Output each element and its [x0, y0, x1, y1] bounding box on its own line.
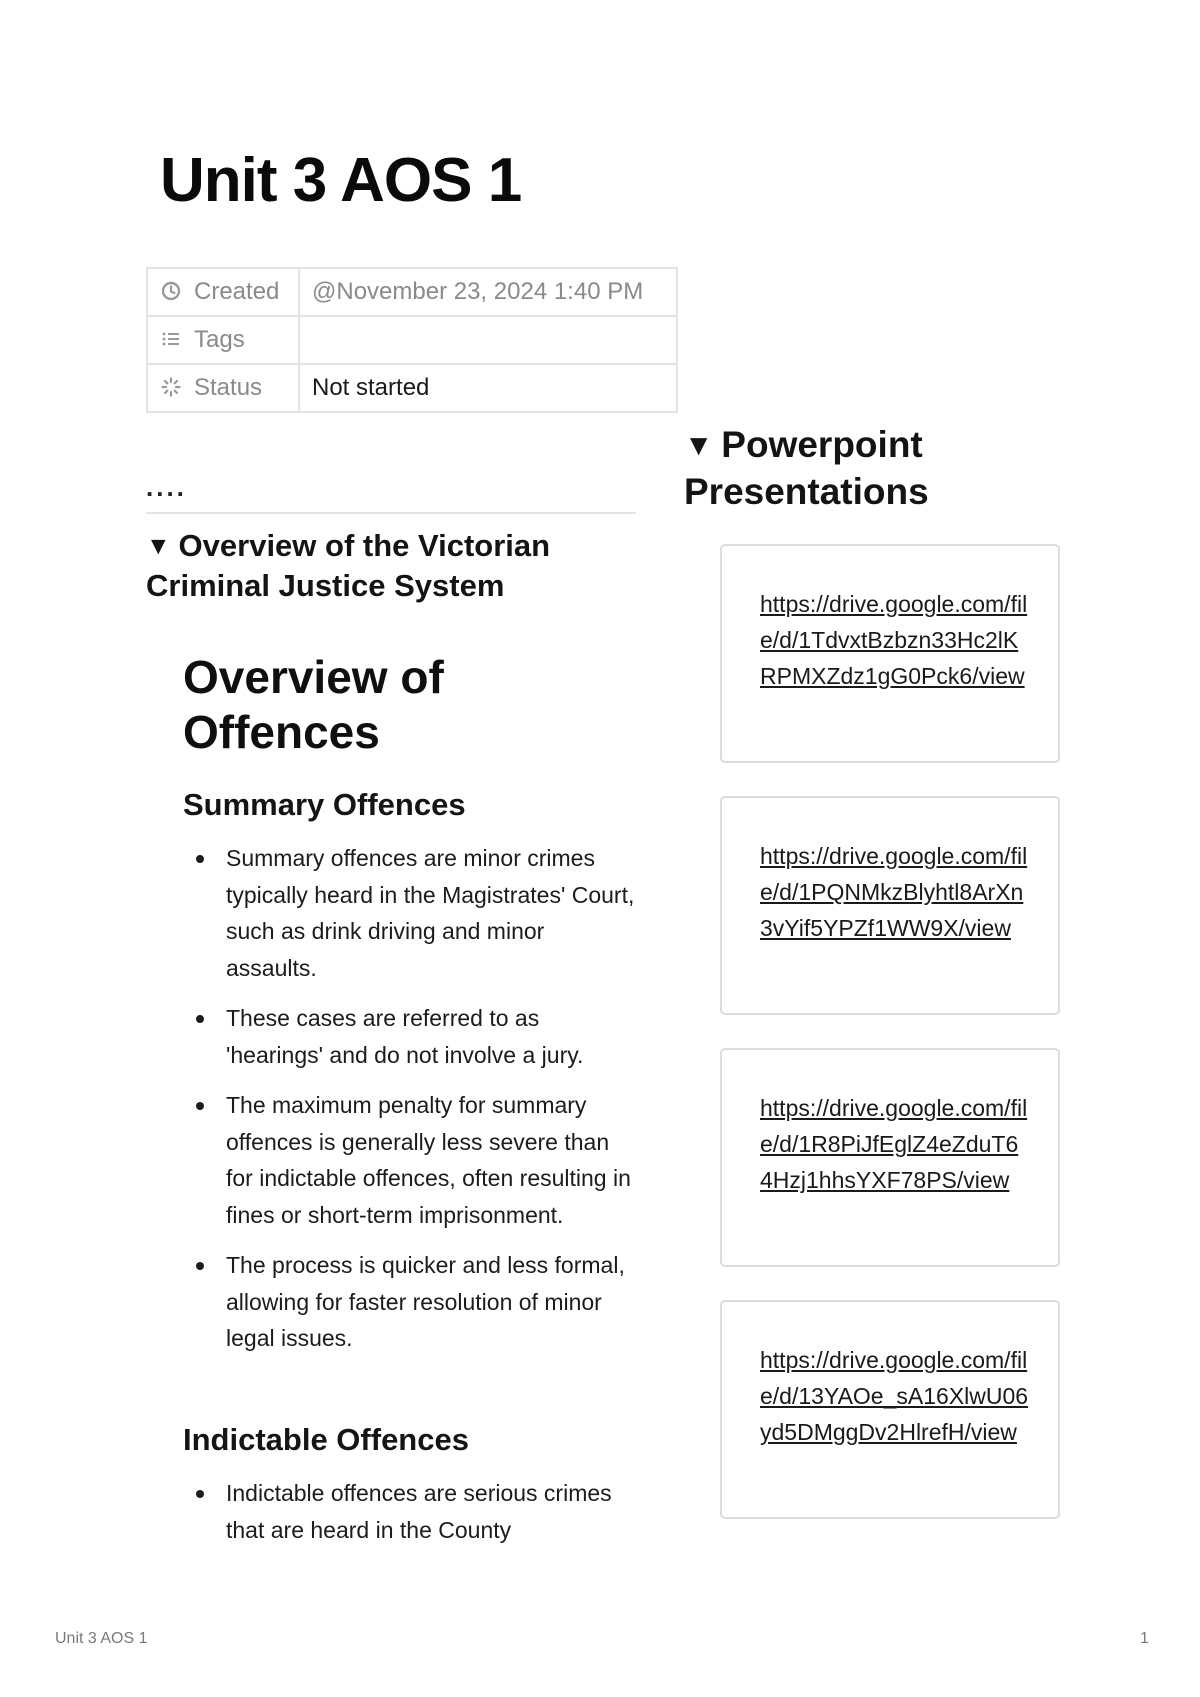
offences-heading: Overview of Offences [183, 651, 444, 758]
toggle-overview-criminal-justice[interactable] [146, 526, 616, 605]
property-label: Created [194, 278, 280, 305]
list-item: These cases are referred to as 'hearings' and do not involve a jury. [183, 1000, 639, 1073]
drive-link[interactable]: https://drive.google.com/file/d/1PQNMkzBlyhtl8ArXn3vYif5YPZf1WW9X/view [760, 843, 1028, 941]
list-item: Indictable offences are serious crimes that are heard in the County [183, 1475, 639, 1548]
triangle-down-icon[interactable]: ▼ [146, 533, 171, 560]
footer-title: Unit 3 AOS 1 [55, 1630, 148, 1647]
link-card [720, 1300, 1060, 1519]
status-spinner-icon [160, 376, 182, 398]
created-value[interactable]: @November 23, 2024 1:40 PM [299, 268, 677, 316]
summary-offences-heading: Summary Offences [183, 787, 466, 822]
tags-value[interactable] [299, 316, 677, 364]
toggle-powerpoint-presentations[interactable] [684, 422, 984, 515]
property-label: Tags [194, 326, 245, 353]
indictable-offences-heading: Indictable Offences [183, 1422, 469, 1457]
triangle-down-icon[interactable]: ▼ [684, 429, 714, 462]
property-key-status [147, 364, 299, 412]
property-key-created [147, 268, 299, 316]
property-row-tags [147, 316, 677, 364]
link-card [720, 796, 1060, 1015]
link-card [720, 1048, 1060, 1267]
drive-link[interactable]: https://drive.google.com/file/d/1R8PiJfEglZ4eZduT64Hzj1hhsYXF78PS/view [760, 1095, 1028, 1193]
drive-link[interactable]: https://drive.google.com/file/d/1TdvxtBzbzn33Hc2lKRPMXZdz1gG0Pck6/view [760, 591, 1028, 689]
page-number: 1 [1140, 1630, 1149, 1647]
property-label: Status [194, 374, 263, 401]
drive-link[interactable]: https://drive.google.com/file/d/13YAOe_sA16XlwU06yd5DMggDv2HlrefH/view [760, 1347, 1029, 1445]
page-title: Unit 3 AOS 1 [160, 146, 522, 215]
toggle-title: Powerpoint Presentations [684, 424, 929, 512]
toggle-title: Overview of the Victorian Criminal Justice System [146, 528, 551, 603]
property-key-tags [147, 316, 299, 364]
link-card [720, 544, 1060, 763]
list-item: Summary offences are minor crimes typically heard in the Magistrates' Court, such as drink driving and minor assaults. [183, 840, 639, 986]
property-row-status [147, 364, 677, 412]
property-row-created [147, 268, 677, 316]
clock-icon [160, 280, 182, 302]
properties-table [146, 267, 678, 413]
indictable-offences-list [183, 1475, 639, 1562]
list-icon [160, 328, 182, 350]
summary-offences-list [183, 840, 639, 1371]
list-item: The process is quicker and less formal, allowing for faster resolution of minor legal issues. [183, 1247, 639, 1357]
divider [146, 512, 636, 514]
status-value[interactable]: Not started [299, 364, 677, 412]
list-item: The maximum penalty for summary offences is generally less severe than for indictable offences, often resulting in fines or short-term imprisonment. [183, 1087, 639, 1233]
separator-dots: .... [146, 472, 187, 502]
